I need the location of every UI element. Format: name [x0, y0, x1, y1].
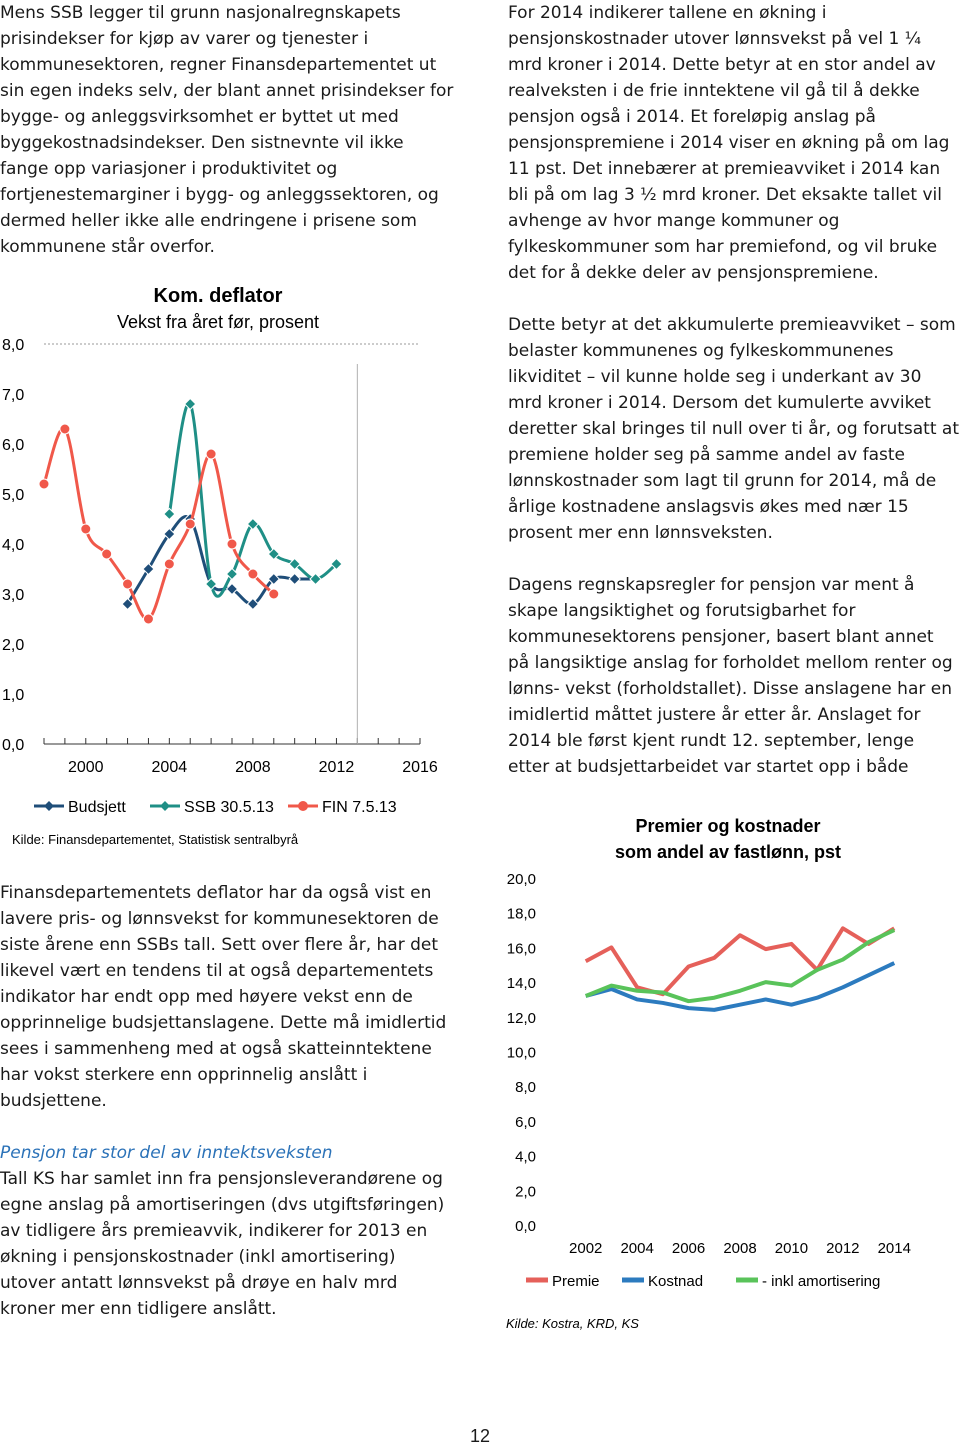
legend-label: SSB 30.5.13: [184, 799, 274, 816]
y-tick-label: 10,0: [506, 1044, 536, 1062]
legend-marker: [44, 801, 54, 811]
y-tick-label: 4,0: [515, 1148, 536, 1166]
data-point: [60, 424, 70, 434]
data-point: [39, 479, 49, 489]
section-heading: Pensjon tar stor del av inntektsveksten: [0, 1143, 333, 1163]
y-tick-label: 0,0: [2, 737, 25, 754]
legend-marker: [298, 801, 308, 811]
x-tick-label: 2014: [877, 1240, 911, 1257]
chart-subtitle: Vekst fra året før, prosent: [116, 312, 320, 332]
page-number: 12: [469, 1426, 491, 1446]
paragraph: Tall KS har samlet inn fra pensjonsleverandørene og egne anslag på amortiseringen (dvs utgiftsføringen) av tidligere års premieavvik, indikerer for 2013 en økning i pensjonskostnader (inkl amortisering) utover antatt lønnsvekst på drøye en halv mrd kroner mer enn tidligere anslått.: [0, 1169, 445, 1319]
x-tick-label: 2000: [67, 759, 104, 776]
x-tick-label: 2008: [235, 759, 271, 776]
y-tick-label: 20,0: [506, 871, 536, 888]
y-tick-label: 8,0: [515, 1079, 536, 1097]
y-tick-label: 2,0: [2, 637, 25, 654]
chart-source: Kilde: Finansdepartementet, Statistisk sentralbyrå: [12, 832, 299, 847]
deflator-chart: [0, 276, 460, 856]
y-tick-label: 2,0: [515, 1183, 536, 1201]
y-tick-label: 6,0: [2, 437, 25, 454]
y-tick-label: 0,0: [515, 1218, 536, 1235]
series-line-inkl-amortisering: [586, 930, 895, 1001]
chart-title: Premier og kostnader: [635, 816, 821, 836]
y-tick-label: 6,0: [515, 1113, 536, 1131]
paragraph: Dagens regnskapsregler for pensjon var ment å skape langsiktighet og forutsigbarhet for kommunesektorens pensjoner, basert blant annet på langsiktige anslag for forholdet mellom renter og lønns- vekst (forholdstallet). Disse anslagene har en imidlertid måttet justere år etter år. Anslaget for 2014 ble først kjent rundt 12. september, lenge etter at budsjettarbeidet var startet opp i både: [508, 575, 953, 777]
paragraph: Dette betyr at det akkumulerte premieavviket – som belaster kommunenes og fylkeskommunenes likviditet – vil kunne holde seg i underkant av 30 mrd kroner i 2014. Dersom det kumulerte avviket deretter skal bringes til null over ti år, og forutsatt at premiene holder seg på samme andel av faste lønnskostnader som lagt til grunn for 2014, må de årlige kostnadene anslagsvis økes med nær 15 prosent mer enn lønnsveksten.: [508, 315, 959, 543]
series-line-fin-7-5-13: [44, 428, 274, 619]
y-tick-label: 4,0: [2, 537, 25, 554]
legend-label: Kostnad: [648, 1273, 704, 1290]
data-point: [185, 519, 195, 529]
legend-marker: [160, 801, 170, 811]
x-tick-label: 2004: [620, 1240, 654, 1257]
y-tick-label: 16,0: [506, 940, 536, 958]
paragraph: Mens SSB legger til grunn nasjonalregnskapets prisindekser for kjøp av varer og tjenester i kommunesektoren, regner Finansdepartementet ut sin egen indeks selv, der blant annet prisindekser for bygge- og anleggsvirksomhet er byttet ut med byggekostnadsindekser. Den sistnevnte vil ikke fange opp variasjoner i produktivitet og fortjenestemarginer i bygg- og anleggssektoren, og dermed heller ikke alle endringene i prisene som kommunene står overfor.: [0, 3, 454, 257]
right-column: [508, 0, 960, 806]
paragraph: For 2014 indikerer tallene en økning i pensjonskostnader utover lønnsvekst på vel 1 ¼ mrd kroner i 2014. Dette betyr at en stor andel av realveksten i de frie inntektene vil gå til å dekke pensjon også i 2014. Et foreløpig anslag på pensjonspremiene i 2014 viser en økning på om lag 11 pst. Det innebærer at premieavviket i 2014 kan bli på om lag 3 ½ mrd kroner. Det eksakte tallet vil avhenge av hvor mange kommuner og fylkeskommuner som har premiefond, og vil bruke det for å dekke deler av pensjonspremiene.: [508, 3, 950, 283]
x-tick-label: 2008: [723, 1240, 757, 1257]
chart-subtitle: som andel av fastlønn, pst: [614, 842, 842, 862]
data-point: [164, 509, 175, 520]
y-tick-label: 12,0: [506, 1009, 536, 1027]
chart-title: Kom. deflator: [153, 285, 283, 307]
legend-label: Budsjett: [68, 799, 126, 816]
y-tick-label: 5,0: [2, 487, 25, 504]
left-column-bottom: [0, 880, 455, 1348]
paragraph: Finansdepartementets deflator har da også vist en lavere pris- og lønnsvekst for kommunesektoren de siste årene enn SSBs tall. Sett over flere år, har det likevel vært en tendens til at også departementets indikator har endt opp med høyere vekst enn de opprinnelige budsjettanslagene. Dette må imidlertid sees i sammenheng med at også skatteinntektene har vokst sterkere enn opprinnelig anslått i budsjettene.: [0, 883, 447, 1111]
data-point: [206, 449, 216, 459]
legend-label: Premie: [552, 1273, 600, 1290]
x-tick-label: 2016: [402, 759, 438, 776]
x-tick-label: 2004: [151, 759, 188, 776]
x-tick-label: 2002: [569, 1240, 603, 1257]
legend-label: FIN 7.5.13: [322, 799, 397, 816]
data-point: [269, 589, 279, 599]
data-point: [227, 539, 237, 549]
x-tick-label: 2012: [826, 1240, 860, 1257]
left-column-top: [0, 0, 455, 286]
data-point: [81, 524, 91, 534]
x-tick-label: 2006: [671, 1240, 706, 1257]
chart-source: Kilde: Kostra, KRD, KS: [506, 1316, 639, 1331]
data-point: [102, 549, 112, 559]
legend-label: - inkl amortisering: [762, 1273, 881, 1290]
data-point: [164, 559, 174, 569]
data-point: [289, 574, 300, 585]
y-tick-label: 7,0: [2, 387, 25, 404]
x-tick-label: 2010: [774, 1240, 809, 1257]
series-line-kostnad: [586, 963, 895, 1010]
x-tick-label: 2012: [318, 759, 355, 776]
y-tick-label: 3,0: [2, 587, 25, 604]
y-tick-label: 8,0: [2, 337, 25, 354]
y-tick-label: 18,0: [506, 905, 536, 923]
y-tick-label: 1,0: [2, 687, 25, 704]
pension-chart: [490, 806, 960, 1346]
data-point: [123, 579, 133, 589]
data-point: [143, 614, 153, 624]
series-line-ssb-30-5-13: [169, 403, 336, 596]
y-tick-label: 14,0: [506, 975, 536, 993]
data-point: [248, 569, 258, 579]
data-point: [310, 574, 321, 585]
